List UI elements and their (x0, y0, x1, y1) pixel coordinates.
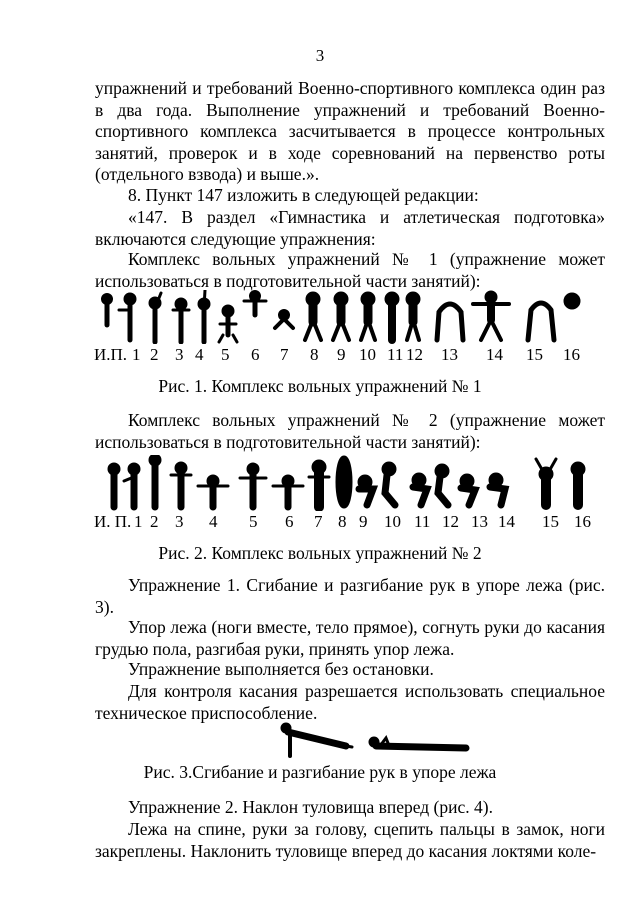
pose-13 (461, 476, 475, 505)
fig2-label: 10 (384, 512, 401, 531)
pose-7 (275, 312, 293, 329)
pose-ip (104, 296, 111, 326)
fig1-label: 1 (132, 345, 141, 364)
pose-13 (437, 304, 463, 340)
fig1-label: 8 (310, 345, 319, 364)
fig2-label: 1 (134, 512, 143, 531)
fig2-label: 5 (249, 512, 258, 531)
pose-pushup-up (281, 723, 352, 756)
pose-14 (490, 475, 505, 505)
fig1-label: И.П. (94, 345, 128, 364)
pose-14 (473, 293, 509, 340)
fig2-label: 16 (574, 512, 591, 531)
page-number: 3 (315, 46, 325, 65)
pose-8 (338, 458, 350, 506)
pose-9 (359, 477, 373, 505)
pose-5 (240, 465, 266, 507)
fig1-label: 4 (195, 345, 204, 364)
paragraph-item-8: 8. Пункт 147 изложить в следующей редакции: (128, 185, 479, 205)
fig1-label: 2 (150, 345, 159, 364)
fig1-label: 3 (175, 345, 184, 364)
pose-7 (309, 462, 329, 507)
figure-2-caption: Рис. 2. Комплекс вольных упражнений № 2 (158, 543, 482, 563)
fig2-label: 2 (150, 512, 159, 531)
fig2-label: И. П. (94, 512, 132, 531)
pose-15 (528, 303, 554, 340)
paragraph-exercise-1-control: Для контроля касания разрешается использовать специальное техническое приспособление. (95, 681, 605, 723)
pose-2 (151, 293, 161, 342)
fig2-label: 13 (471, 512, 488, 531)
paragraph-intro: упражнений и требований Военно-спортивного комплекса один раз в два года. Выполнение упражнений и требований Военно-спортивного комплекса засчитывается в процессе контрольных занятий, проверок и в ходе соревнований на первенство роты (отдельного взвода) и выше.». (95, 78, 605, 184)
pose-12 (407, 294, 419, 340)
pose-16 (573, 464, 583, 505)
fig2-label: 14 (498, 512, 515, 531)
fig1-label: 15 (526, 345, 543, 364)
pose-4 (200, 290, 208, 342)
fig1-label: 9 (337, 345, 346, 364)
paragraph-complex-2: Комплекс вольных упражнений № 2 (упражнение может использоваться в подготовительной части занятий): (95, 410, 605, 452)
pose-6 (273, 477, 303, 507)
fig2-label: 12 (442, 512, 459, 531)
pose-4 (198, 477, 228, 507)
fig1-label: 12 (406, 345, 423, 364)
figure-2-silhouettes (95, 455, 605, 511)
pose-15 (536, 459, 556, 505)
fig2-label: 6 (285, 512, 294, 531)
fig2-label: 9 (359, 512, 368, 531)
pose-10 (361, 294, 375, 340)
paragraph-exercise-2: Упражнение 2. Наклон туловища вперед (рис. 4). (128, 797, 493, 817)
fig1-label: 6 (251, 345, 260, 364)
figure-1-caption: Рис. 1. Комплекс вольных упражнений № 1 (158, 376, 482, 396)
paragraph-exercise-1: Упражнение 1. Сгибание и разгибание рук в упоре лежа (рис. 3). (95, 575, 605, 617)
fig1-label: 14 (486, 345, 503, 364)
pose-2 (151, 456, 159, 507)
fig2-label: 7 (314, 512, 323, 531)
pose-6 (244, 293, 266, 316)
pose-1 (124, 465, 138, 507)
pose-1 (119, 295, 134, 340)
pose-11 (387, 294, 397, 340)
paragraph-complex-1: Комплекс вольных упражнений № 1 (упражнение может использоваться в подготовительной части занятий): (95, 249, 605, 291)
paragraph-exercise-1-note: Упражнение выполняется без остановки. (128, 659, 434, 679)
pose-11 (413, 475, 427, 505)
paragraph-exercise-1-desc: Упор лежа (ноги вместе, тело прямое), согнуть руки до касания грудью пола, разгибая руки, принять упор лежа. (95, 617, 605, 659)
pose-3 (171, 464, 191, 507)
paragraph-item-147: «147. В раздел «Гимнастика и атлетическая подготовка» включаются следующие упражнения: (95, 207, 605, 249)
fig1-label: 16 (563, 345, 580, 364)
paragraph-exercise-2-desc: Лежа на спине, руки за голову, сцепить пальцы в замок, ноги закреплены. Наклонить туловище вперед до касания локтями коле- (95, 819, 605, 861)
pose-8 (305, 294, 321, 340)
pose-5 (219, 307, 237, 342)
fig2-label: 3 (175, 512, 184, 531)
fig2-label: 4 (209, 512, 218, 531)
fig1-label: 11 (387, 345, 404, 364)
fig2-label: 11 (414, 512, 431, 531)
figure-3-caption: Рис. 3.Сгибание и разгибание рук в упоре лежа (143, 762, 497, 782)
fig1-label: 13 (441, 345, 458, 364)
figure-3-pushup (270, 720, 480, 762)
pose-3 (173, 300, 189, 342)
fig1-label: 10 (359, 345, 376, 364)
pose-12 (437, 466, 448, 505)
fig2-label: 8 (338, 512, 347, 531)
pose-10 (384, 464, 395, 505)
pose-ip (110, 465, 118, 507)
pose-16 (566, 295, 578, 307)
figure-1-silhouettes (95, 290, 605, 344)
fig1-label: 7 (280, 345, 289, 364)
pose-9 (333, 294, 349, 340)
pose-pushup-down (369, 737, 466, 748)
fig1-label: 5 (221, 345, 230, 364)
fig2-label: 15 (542, 512, 559, 531)
